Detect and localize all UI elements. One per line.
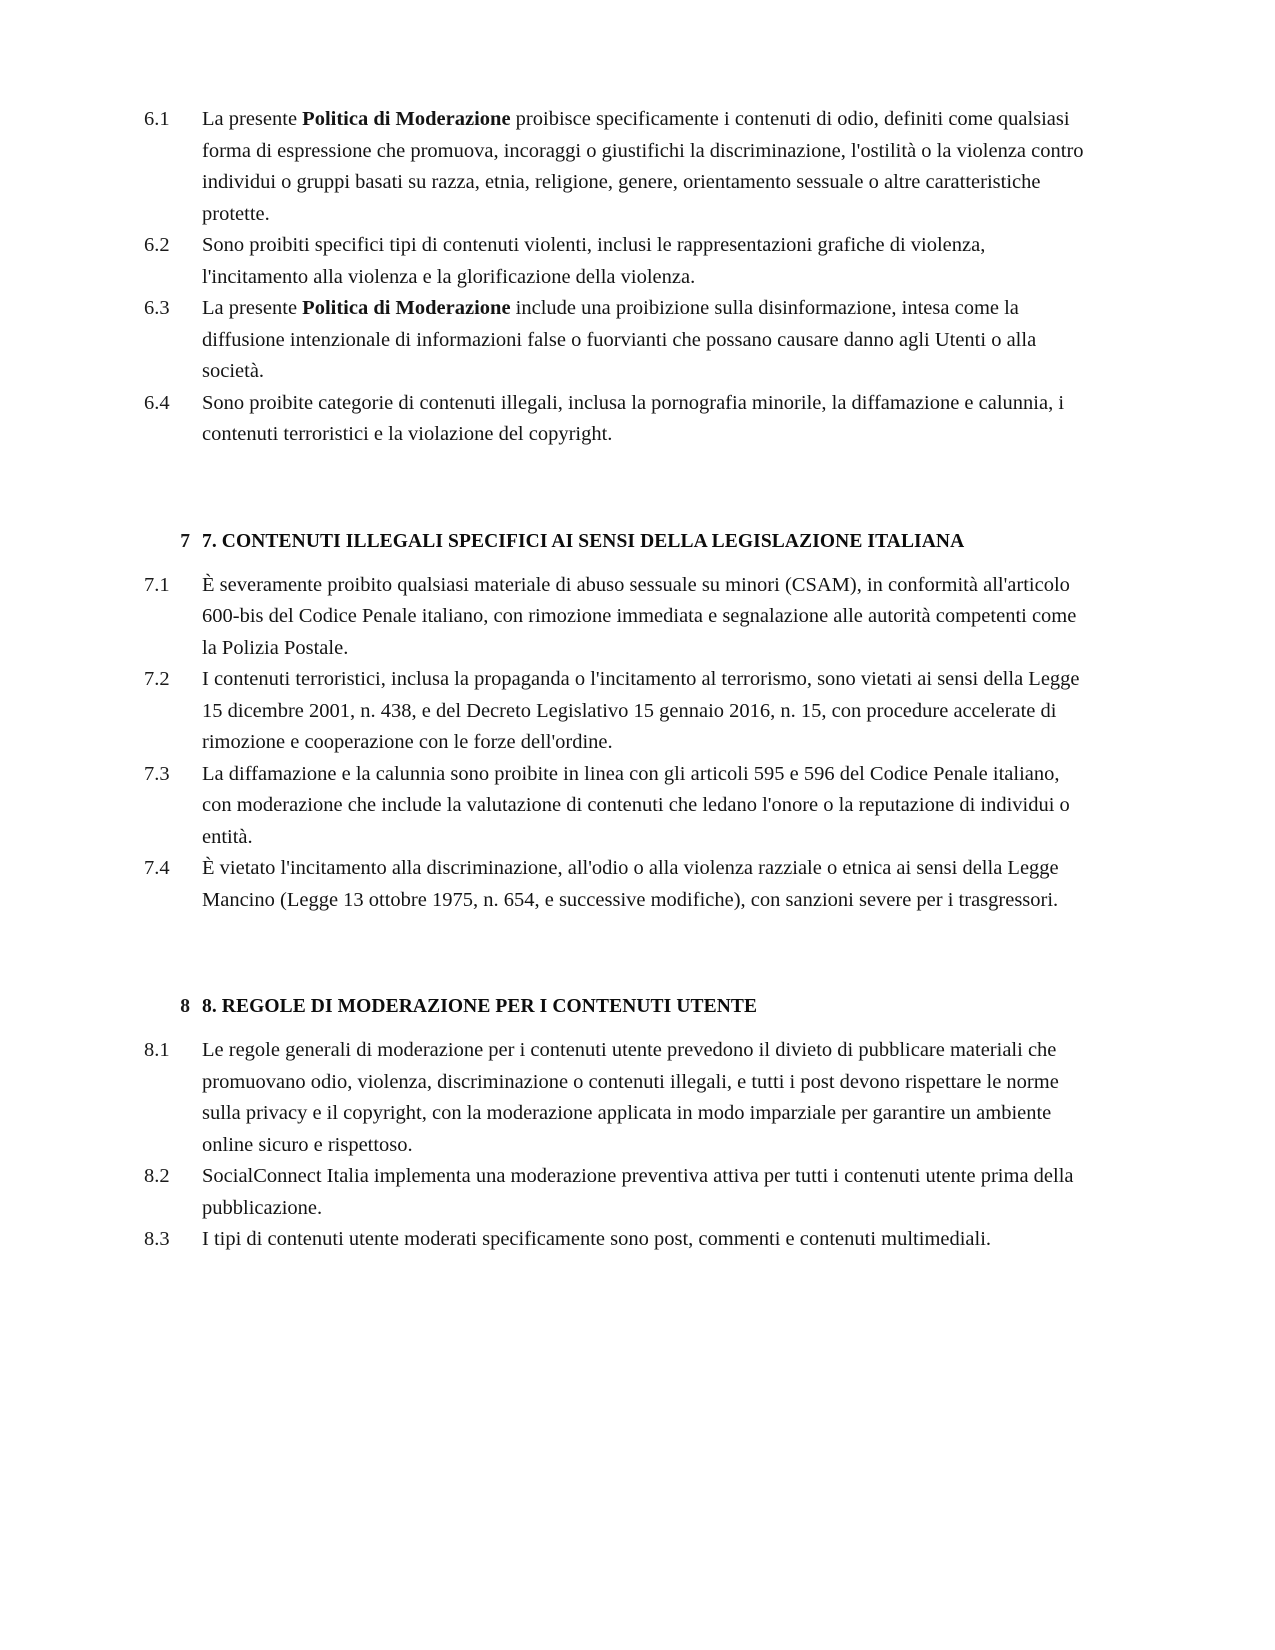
clause-text-run: SocialConnect Italia implementa una moderazione preventiva attiva per tutti i contenuti utente prima della pubblicazione.: [202, 1165, 1074, 1219]
clause-text-run: La presente: [202, 108, 303, 130]
section-number: 8: [180, 996, 190, 1017]
emphasis-term: Politica di Moderazione: [302, 108, 511, 130]
clause-text-run: Sono proibite categorie di contenuti illegali, inclusa la pornografia minorile, la diffamazione e calunnia, i contenuti terroristici e la violazione del copyright.: [202, 391, 1065, 445]
clause-text: [202, 230, 1090, 293]
clause-number: 6.4: [144, 391, 170, 414]
clause-number: 7.4: [144, 857, 170, 879]
clause-6-2: [138, 230, 1090, 293]
clause-8-3: [138, 1224, 1090, 1256]
clause-6-3: [138, 293, 1090, 388]
clause-text: [202, 293, 1090, 388]
clause-text-run: include una proibizione sulla disinformazione, intesa come la diffusione intenzionale di informazioni false o fuorvianti che possano causare danno agli Utenti o alla società.: [202, 297, 1037, 382]
clause-number: 8.3: [144, 1228, 170, 1250]
clause-text: [202, 570, 1090, 665]
section-number: 7: [180, 530, 190, 552]
clause-6-4: [138, 388, 1090, 451]
clause-number: 7.1: [144, 573, 170, 596]
section-title: 7. CONTENUTI ILLEGALI SPECIFICI AI SENSI DELLA LEGISLAZIONE ITALIANA: [202, 530, 965, 552]
clause-text: [202, 388, 1090, 451]
clause-text-run: Le regole generali di moderazione per i contenuti utente prevedono il divieto di pubblicare materiali che promuovano odio, violenza, discriminazione o contenuti illegali, e tutti i post devono rispettare le norme sulla privacy e il copyright, con la moderazione applicata in modo imparziale per garantire un ambiente online sicuro e rispettoso.: [202, 1039, 1059, 1156]
clause-text: [202, 1224, 1090, 1256]
clause-text-run: I contenuti terroristici, inclusa la propaganda o l'incitamento al terrorismo, sono vietati ai sensi della Legge 15 dicembre 2001, n. 438, e del Decreto Legislativo 15 gennaio 2016, n. 15, con procedure accelerate di rimozione e cooperazione con le forze dell'ordine.: [202, 668, 1080, 753]
clause-text: [202, 759, 1090, 854]
clause-text: [202, 1035, 1090, 1161]
clause-text-run: La diffamazione e la calunnia sono proibite in linea con gli articoli 595 e 596 del Codice Penale italiano, con moderazione che include la valutazione di contenuti che ledano l'onore o la reputazione di individui o entità.: [202, 762, 1070, 848]
section-spacer: [138, 556, 1090, 570]
clause-8-1: [138, 1035, 1090, 1161]
clause-7-2: [138, 664, 1090, 759]
clause-6-1: [138, 104, 1090, 230]
clause-text-run: È severamente proibito qualsiasi materiale di abuso sessuale su minori (CSAM), in conformità all'articolo 600-bis del Codice Penale italiano, con rimozione immediata e segnalazione alle autorità competenti come la Polizia Postale.: [202, 573, 1077, 659]
section-title: 8. REGOLE DI MODERAZIONE PER I CONTENUTI UTENTE: [202, 996, 758, 1017]
clause-7-3: [138, 759, 1090, 854]
clause-number: 6.3: [144, 297, 170, 319]
clause-number: 6.2: [144, 234, 170, 256]
clause-number: 8.2: [144, 1165, 170, 1187]
clause-text-run: Sono proibiti specifici tipi di contenuti violenti, inclusi le rappresentazioni grafiche di violenza, l'incitamento alla violenza e la glorificazione della violenza.: [202, 234, 986, 288]
clause-8-2: [138, 1161, 1090, 1224]
clause-number: 7.3: [144, 762, 170, 785]
clause-text: [202, 853, 1090, 916]
section-spacer: [138, 1021, 1090, 1035]
clause-number: 7.2: [144, 668, 170, 690]
section-heading-7: [138, 527, 1090, 556]
clause-text-run: È vietato l'incitamento alla discriminazione, all'odio o alla violenza razziale o etnica ai sensi della Legge Mancino (Legge 13 ottobre 1975, n. 654, e successive modifiche), con sanzioni severe per i trasgressori.: [202, 857, 1059, 911]
clause-7-1: [138, 570, 1090, 665]
emphasis-term: Politica di Moderazione: [302, 297, 511, 319]
clause-7-4: [138, 853, 1090, 916]
clause-text-run: I tipi di contenuti utente moderati specificamente sono post, commenti e contenuti multimediali.: [202, 1228, 992, 1250]
section-spacer: [138, 916, 1090, 992]
clause-text-run: La presente: [202, 297, 303, 319]
clause-text: [202, 104, 1090, 230]
clause-text: [202, 1161, 1090, 1224]
clause-number: 8.1: [144, 1039, 170, 1061]
clause-number: 6.1: [144, 108, 170, 130]
clause-text: [202, 664, 1090, 759]
document-body: [138, 104, 1090, 1256]
clause-text-run: proibisce specificamente i contenuti di odio, definiti come qualsiasi forma di espressione che promuova, incoraggi o giustifichi la discriminazione, l'ostilità o la violenza contro individui o gruppi basati su razza, etnia, religione, genere, orientamento sessuale o altre caratteristiche protette.: [202, 108, 1084, 225]
section-spacer: [138, 451, 1090, 527]
section-heading-8: [138, 992, 1090, 1021]
